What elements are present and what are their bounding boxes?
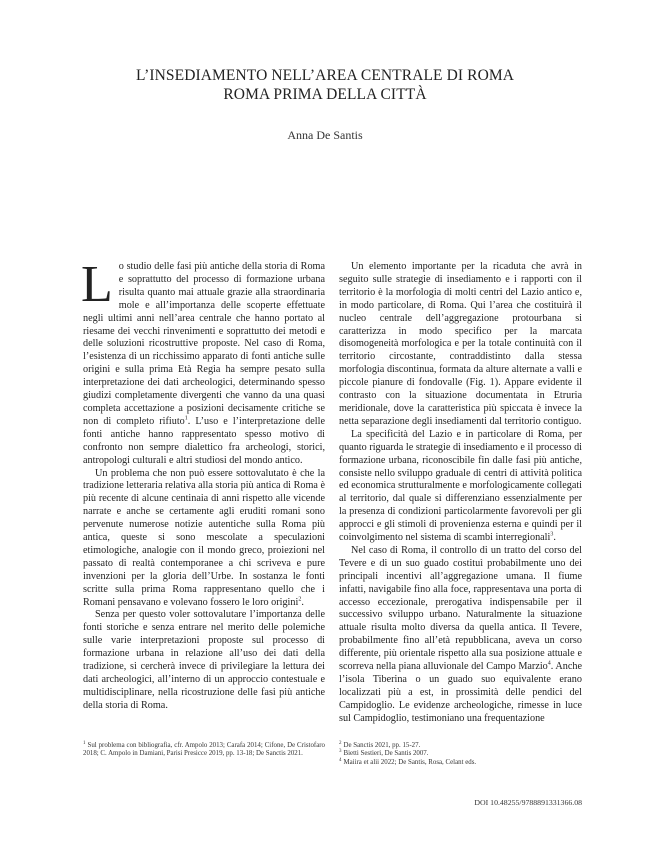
left-column xyxy=(81,256,325,713)
doi-identifier[interactable]: DOI 10.48255/9788891331366.08 xyxy=(474,798,582,807)
footnote-1 xyxy=(83,742,325,759)
author-name: Anna De Santis xyxy=(287,128,363,142)
footnote-4-number: 4 xyxy=(339,757,342,763)
right-p3-text: Nel caso di Roma, il controllo di un tratto del corso del Tevere e di un suo guado costituì probabilmente uno dei principali incentivi all’aggregazione umana. Il fiume infatti, navigabile fino alla foce, rappresentava una porta di accesso eccezionale, prerogativa indispensabile per il successivo sviluppo urbano. Naturalmente la situazione attuale risulta molto diversa da quella antica. Il Tevere, probabilmente fino all’età repubblicana, aveva un corso differente, più orientale rispetto alla sua posizione attuale e scorreva nella piana alluvionale del Campo Marzio xyxy=(339,544,582,673)
right-p3-end: . Anche l’isola Tiberina o un guado suo equivalente erano localizzati più a est, in prossimità delle pendici del Campidoglio. Le evidenze archeologiche, rimesse in luce sul Campidoglio, testimoniano una frequentazione xyxy=(339,661,582,724)
footnote-3 xyxy=(339,750,582,758)
left-paragraph-3: Senza per questo voler sottovalutare l’importanza delle fonti storiche e senza entrare nel merito delle polemiche sulle varie interpretazioni proposte sul processo di formazione urbana in relazione all’uso dei dati della tradizione, si cercherà invece di privilegiare la lettura dei dati archeologici, all’interno di un approccio contestuale e multidisciplinare, nella ricostruzione delle fasi più antiche della storia di Roma. xyxy=(83,609,325,711)
footnote-4 xyxy=(339,759,582,767)
left-p2-end: . xyxy=(301,596,304,608)
drop-cap: L xyxy=(81,256,113,313)
footnotes-right xyxy=(339,742,582,767)
left-p2-text: Un problema che non può essere sottovalutato è che la tradizione letteraria relativa alla storia più antica di Roma è più recente di alcune centinaia di anni rispetto alle vicende narrate e anche se certamente agli eruditi romani sono pervenute numerose notizie autentiche sulla Roma più antica, queste si sono mescolate a speculazioni etimologiche, analogie con il mondo greco, proiezioni nel passato di realtà contemporanee a chi scriveva e pure invenzioni per la gloria dell’Urbe. In sostanza le fonti scritte sulla prima Roma rappresentano quello che i Romani pensavano e volevano fossero le loro origini xyxy=(83,467,325,608)
footnotes-left xyxy=(83,742,325,759)
footnote-4-text: Maiira et alii 2022; De Santis, Rosa, Celant eds. xyxy=(343,758,477,766)
right-paragraph-2 xyxy=(339,429,582,545)
footnote-2-text: De Sanctis 2021, pp. 15-27. xyxy=(343,742,421,749)
article-title-line-1: L’INSEDIAMENTO NELL’AREA CENTRALE DI ROMA xyxy=(135,67,515,84)
right-p2-end: . xyxy=(553,532,556,544)
left-paragraph-1 xyxy=(81,256,325,468)
right-column xyxy=(339,261,582,726)
footnote-ref-4[interactable]: 4 xyxy=(547,660,551,667)
footnote-ref-3[interactable]: 3 xyxy=(550,531,554,538)
right-paragraph-1: Un elemento importante per la ricaduta che avrà in seguito sulle strategie di insediamento e i rapporti con il territorio è la morfologia di molti centri del Lazio antico e, in modo particolare, di Roma. Qui l’area che costituirà il nucleo centrale dell’aggregazione protourbana si caratterizza in modo specifico per la marcata disomogeneità morfologica e per la totale continuità con il territorio circostante, contraddistinto dalla stessa morfologia discontinua, formata da alture alternate a valli e piccole pianure di fondovalle (Fig. 1). Appare evidente il contrasto con la situazione documentata in Etruria meridionale, dove la caratteristica più spiccata è invece la netta separazione degli insediamenti dal territorio contiguo. xyxy=(339,261,582,427)
footnote-1-text: Sul problema con bibliografia, cfr. Ampolo 2013; Carafa 2014; Cifone, De Cristofaro 2018; C. Ampolo in Damiani, Parisi Presicce 2019, pp. 13-18; De Sanctis 2021. xyxy=(83,742,325,758)
footnote-ref-2[interactable]: 2 xyxy=(298,596,302,603)
left-p1-text: o studio delle fasi più antiche della storia di Roma e soprattutto del processo di formazione urbana risulta quanto mai attuale grazie alla straordinaria mole e all’importanza delle scoperte effettuate negli ultimi anni nell’area centrale che hanno portato al riesame dei vecchi rinvenimenti e soprattutto dei metodi e delle soluzioni ricostruttive proposte. Nel caso di Roma, l’esistenza di un ricchissimo apparato di fonti antiche sulle origini e sulla prima Età Regia ha sempre pesato sulla interpretazione dei dati archeologici, determinando spesso giudizi completamente divergenti che vanno da una quasi completa accettazione a posizioni decisamente critiche se non di completo rifiuto xyxy=(83,261,325,427)
right-paragraph-3 xyxy=(339,545,582,726)
article-title-line-2: ROMA PRIMA DELLA CITTÀ xyxy=(223,86,427,103)
footnote-3-text: Bietti Sestieri, De Santis 2007. xyxy=(343,750,429,758)
left-p1-end: . L’uso e l’interpretazione delle fonti antiche hanno rappresentato spesso motivo di confronto non sempre dialettico fra archeologi, storici, antropologi culturali e altri studiosi del mondo antico. xyxy=(83,415,325,466)
footnote-2-number: 2 xyxy=(339,740,342,746)
footnote-1-number: 1 xyxy=(83,740,86,746)
footnote-3-number: 3 xyxy=(339,749,342,755)
right-p2-text: La specificità del Lazio e in particolare di Roma, per quanto riguarda le strategie di insediamento e il processo di formazione urbana, riconoscibile fin dalle fasi più antiche, consiste nello sviluppo graduale di centri di attività politica ed economica strutturalmente e morfologicamente collegati al territorio, dal quale si differenziano essenzialmente per la presenza di condizioni particolarmente favorevoli per gli approcci e gli stimoli di provenienza esterna e quindi per il coinvolgimento nel sistema di scambi interregionali xyxy=(339,428,582,544)
left-paragraph-2 xyxy=(83,468,325,610)
footnote-ref-1[interactable]: 1 xyxy=(184,415,188,422)
